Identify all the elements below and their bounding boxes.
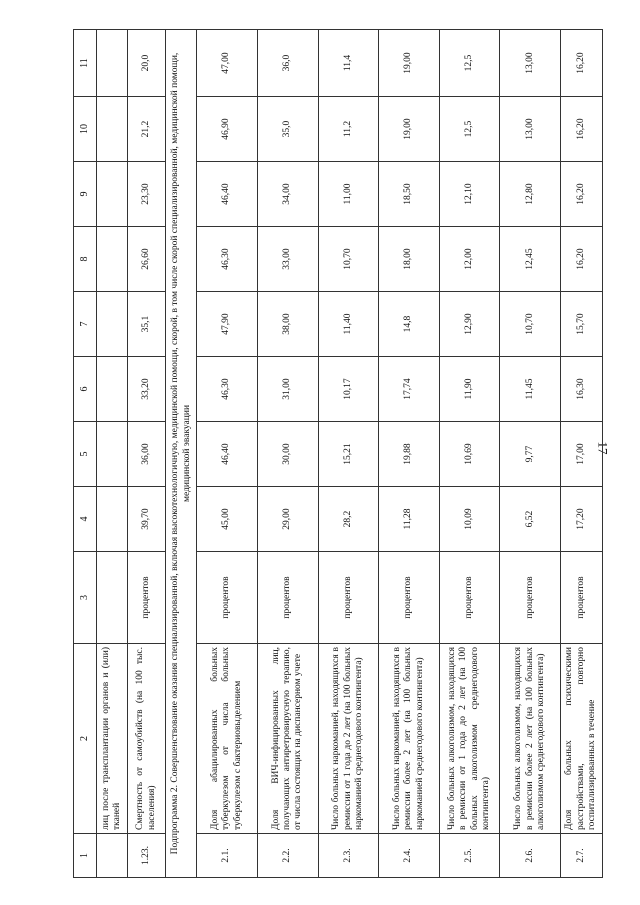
- unit-cell: процентов: [128, 552, 166, 644]
- value-cell: 26,60: [128, 227, 166, 292]
- value-cell: 10,70: [318, 227, 379, 292]
- indicator-name: Доля абацилированных больных туберкулезом от числа больных туберкулезом с бактериовыделением: [197, 644, 258, 834]
- value-cell: 45,00: [197, 487, 258, 552]
- column-header: 8: [74, 227, 97, 292]
- value-cell: 35,1: [128, 292, 166, 357]
- column-header: 1: [74, 834, 97, 878]
- value-cell: 46,90: [197, 97, 258, 162]
- rotated-table: [73, 30, 603, 878]
- indicator-name: Смертность от самоубийств (на 100 тыс. населения): [128, 644, 166, 834]
- column-header: 4: [74, 487, 97, 552]
- value-cell: 11,00: [318, 162, 379, 227]
- value-cell: 20,0: [128, 30, 166, 97]
- unit-cell: процентов: [318, 552, 379, 644]
- value-cell: 10,70: [500, 292, 561, 357]
- indicator-name: Число больных наркоманией, находящихся в ремиссии от 1 года до 2 лет (на 100 больных наркоманией среднегодового контингента): [318, 644, 379, 834]
- table-container: [73, 30, 603, 878]
- column-header: 5: [74, 422, 97, 487]
- value-cell: 47,90: [197, 292, 258, 357]
- table-body: [97, 30, 603, 878]
- value-cell: 19,00: [379, 97, 440, 162]
- value-cell: 29,00: [257, 487, 318, 552]
- value-cell: [97, 162, 128, 227]
- row-index: 2.6.: [500, 834, 561, 878]
- header-row: [74, 30, 97, 878]
- value-cell: 6,52: [500, 487, 561, 552]
- column-header: 10: [74, 97, 97, 162]
- value-cell: 14,8: [379, 292, 440, 357]
- indicator-name: Доля больных психическими расстройствами, повторно госпитализированных в течение: [561, 644, 603, 834]
- value-cell: 11,45: [500, 357, 561, 422]
- row-index: 2.7.: [561, 834, 603, 878]
- value-cell: 12,45: [500, 227, 561, 292]
- indicator-name: лиц после трансплантации органов и (или) тканей: [97, 644, 128, 834]
- value-cell: 19,88: [379, 422, 440, 487]
- indicator-name: Число больных наркоманией, находящихся в ремиссии более 2 лет (на 100 больных наркоманией среднегодового контингента): [379, 644, 440, 834]
- indicators-table: [73, 29, 603, 878]
- value-cell: 34,00: [257, 162, 318, 227]
- value-cell: 11,2: [318, 97, 379, 162]
- value-cell: [97, 97, 128, 162]
- table-row: [97, 30, 128, 878]
- unit-cell: процентов: [197, 552, 258, 644]
- value-cell: 16,20: [561, 97, 603, 162]
- subprogram-row: [165, 30, 196, 878]
- value-cell: [97, 422, 128, 487]
- page-number: 17: [595, 441, 611, 455]
- value-cell: 11,28: [379, 487, 440, 552]
- indicator-name: Число больных алкоголизмом, находящихся в ремиссии более 2 лет (на 100 больных алкоголизмом среднегодового контингента): [500, 644, 561, 834]
- value-cell: 18,00: [379, 227, 440, 292]
- value-cell: 16,20: [561, 162, 603, 227]
- value-cell: 17,00: [561, 422, 603, 487]
- value-cell: 36,00: [128, 422, 166, 487]
- value-cell: 12,10: [439, 162, 500, 227]
- column-header: 2: [74, 644, 97, 834]
- value-cell: [97, 30, 128, 97]
- unit-cell: процентов: [561, 552, 603, 644]
- value-cell: 46,40: [197, 162, 258, 227]
- value-cell: 23,30: [128, 162, 166, 227]
- value-cell: 38,00: [257, 292, 318, 357]
- indicator-name: Число больных алкоголизмом, находящихся в ремиссии от 1 года до 2 лет (на 100 больных алкоголизмом среднегодового контингента): [439, 644, 500, 834]
- value-cell: 11,4: [318, 30, 379, 97]
- value-cell: 10,09: [439, 487, 500, 552]
- unit-cell: процентов: [379, 552, 440, 644]
- value-cell: 12,5: [439, 97, 500, 162]
- value-cell: 10,69: [439, 422, 500, 487]
- value-cell: 36,0: [257, 30, 318, 97]
- table-row: [379, 30, 440, 878]
- unit-cell: процентов: [439, 552, 500, 644]
- value-cell: 35,0: [257, 97, 318, 162]
- value-cell: 15,21: [318, 422, 379, 487]
- value-cell: 9,77: [500, 422, 561, 487]
- value-cell: 33,00: [257, 227, 318, 292]
- value-cell: 12,5: [439, 30, 500, 97]
- value-cell: 17,74: [379, 357, 440, 422]
- indicator-name: Доля ВИЧ-инфицированных лиц, получающих антиретровирусную терапию, от числа состоящих на диспансерном учете: [257, 644, 318, 834]
- value-cell: 16,20: [561, 227, 603, 292]
- value-cell: 30,00: [257, 422, 318, 487]
- value-cell: [97, 357, 128, 422]
- value-cell: 12,80: [500, 162, 561, 227]
- value-cell: 21,2: [128, 97, 166, 162]
- value-cell: 28,2: [318, 487, 379, 552]
- row-index: 2.5.: [439, 834, 500, 878]
- value-cell: 13,00: [500, 97, 561, 162]
- unit-cell: [97, 552, 128, 644]
- row-index: 2.3.: [318, 834, 379, 878]
- subprogram-title: Подпрограмма 2. Совершенствование оказания специализированной, включая высокотехнологичную, медицинской помощи, скорой, в том числе скорой специализированной, медицинской помощи, медицинской эвакуации: [165, 30, 196, 878]
- column-header: 9: [74, 162, 97, 227]
- value-cell: 11,40: [318, 292, 379, 357]
- value-cell: 13,00: [500, 30, 561, 97]
- column-header: 7: [74, 292, 97, 357]
- row-index: 2.2.: [257, 834, 318, 878]
- table-row: [197, 30, 258, 878]
- value-cell: 16,20: [561, 30, 603, 97]
- value-cell: 11,90: [439, 357, 500, 422]
- unit-cell: процентов: [500, 552, 561, 644]
- value-cell: 12,00: [439, 227, 500, 292]
- table-row: [257, 30, 318, 878]
- value-cell: 15,70: [561, 292, 603, 357]
- value-cell: [97, 487, 128, 552]
- value-cell: 16,30: [561, 357, 603, 422]
- value-cell: [97, 227, 128, 292]
- row-index: [97, 834, 128, 878]
- value-cell: 17,20: [561, 487, 603, 552]
- column-header: 6: [74, 357, 97, 422]
- table-row: [439, 30, 500, 878]
- row-index: 2.4.: [379, 834, 440, 878]
- row-index: 1.23.: [128, 834, 166, 878]
- table-row: [500, 30, 561, 878]
- value-cell: 47,00: [197, 30, 258, 97]
- value-cell: 46,40: [197, 422, 258, 487]
- table-row: [318, 30, 379, 878]
- row-index: 2.1.: [197, 834, 258, 878]
- unit-cell: процентов: [257, 552, 318, 644]
- value-cell: 33,20: [128, 357, 166, 422]
- value-cell: 10,17: [318, 357, 379, 422]
- value-cell: 46,30: [197, 227, 258, 292]
- value-cell: 19,00: [379, 30, 440, 97]
- value-cell: 39,70: [128, 487, 166, 552]
- value-cell: 31,00: [257, 357, 318, 422]
- value-cell: 12,90: [439, 292, 500, 357]
- value-cell: [97, 292, 128, 357]
- table-row: [128, 30, 166, 878]
- column-header: 11: [74, 30, 97, 97]
- value-cell: 18,50: [379, 162, 440, 227]
- column-header: 3: [74, 552, 97, 644]
- table-row: [561, 30, 603, 878]
- value-cell: 46,30: [197, 357, 258, 422]
